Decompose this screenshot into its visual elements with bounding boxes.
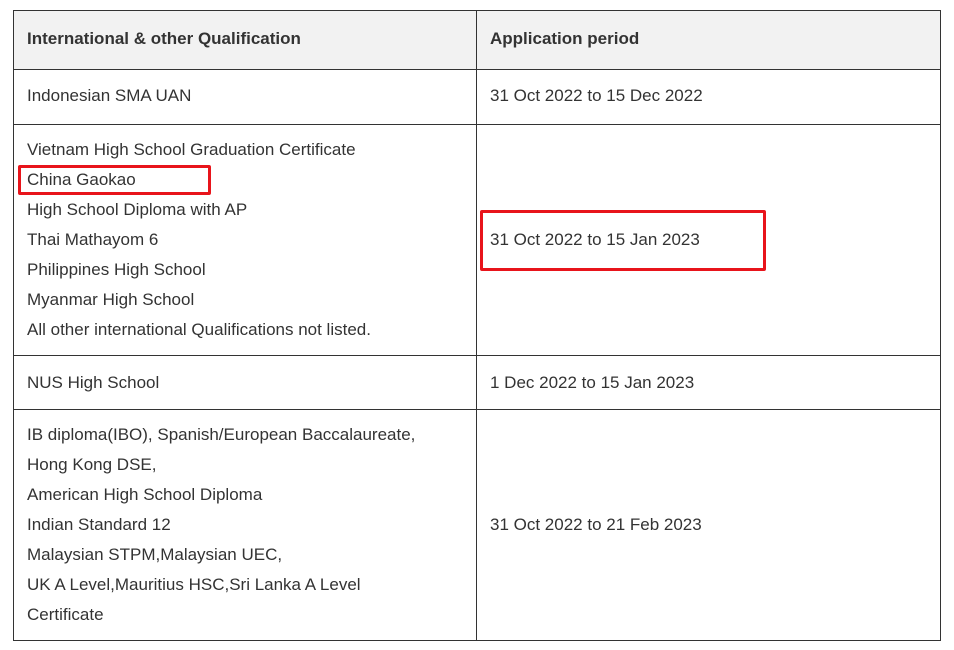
- application-period-table: [13, 10, 941, 641]
- table-row: [14, 125, 941, 356]
- qualification-cell: [14, 70, 477, 125]
- qualification-item: NUS High School: [27, 372, 160, 392]
- qualification-item-text: China Gaokao: [27, 170, 136, 189]
- period-value: 1 Dec 2022 to 15 Jan 2023: [490, 372, 695, 392]
- header-application-period: Application period: [477, 11, 941, 70]
- header-qualification: International & other Qualification: [14, 11, 477, 70]
- qualification-item: Malaysian STPM,Malaysian UEC,: [27, 545, 283, 564]
- qualification-item: Hong Kong DSE,: [27, 455, 157, 474]
- period-value: 31 Oct 2022 to 15 Jan 2023: [490, 230, 700, 249]
- qualification-item: Certificate: [27, 605, 104, 624]
- qualification-item: Vietnam High School Graduation Certificate: [27, 140, 356, 159]
- qualification-item: American High School Diploma: [27, 485, 263, 504]
- table-header-row: [14, 11, 941, 70]
- qualification-item: IB diploma(IBO), Spanish/European Baccalaureate,: [27, 425, 416, 444]
- qualification-item: Philippines High School: [27, 260, 206, 279]
- qualification-cell: [14, 356, 477, 410]
- qualification-item: All other international Qualifications not listed.: [27, 320, 371, 339]
- period-value: 31 Oct 2022 to 21 Feb 2023: [490, 515, 702, 534]
- qualification-item: UK A Level,Mauritius HSC,Sri Lanka A Level: [27, 575, 361, 594]
- period-cell: [477, 410, 941, 641]
- qualification-item: Indonesian SMA UAN: [27, 86, 192, 105]
- table-row: [14, 70, 941, 125]
- qualification-item: Indian Standard 12: [27, 515, 171, 534]
- qualification-item: Myanmar High School: [27, 290, 195, 309]
- table-row: [14, 356, 941, 410]
- period-cell: [477, 70, 941, 125]
- qualification-cell: [14, 125, 477, 356]
- qualification-cell: [14, 410, 477, 641]
- period-cell: [477, 125, 941, 356]
- period-value: 31 Oct 2022 to 15 Dec 2022: [490, 86, 703, 105]
- table-row: [14, 410, 941, 641]
- qualification-item-highlighted: [27, 165, 476, 195]
- period-cell: [477, 356, 941, 410]
- qualification-item: Thai Mathayom 6: [27, 230, 159, 249]
- period-value-highlighted: [490, 225, 940, 255]
- qualification-item: High School Diploma with AP: [27, 200, 248, 219]
